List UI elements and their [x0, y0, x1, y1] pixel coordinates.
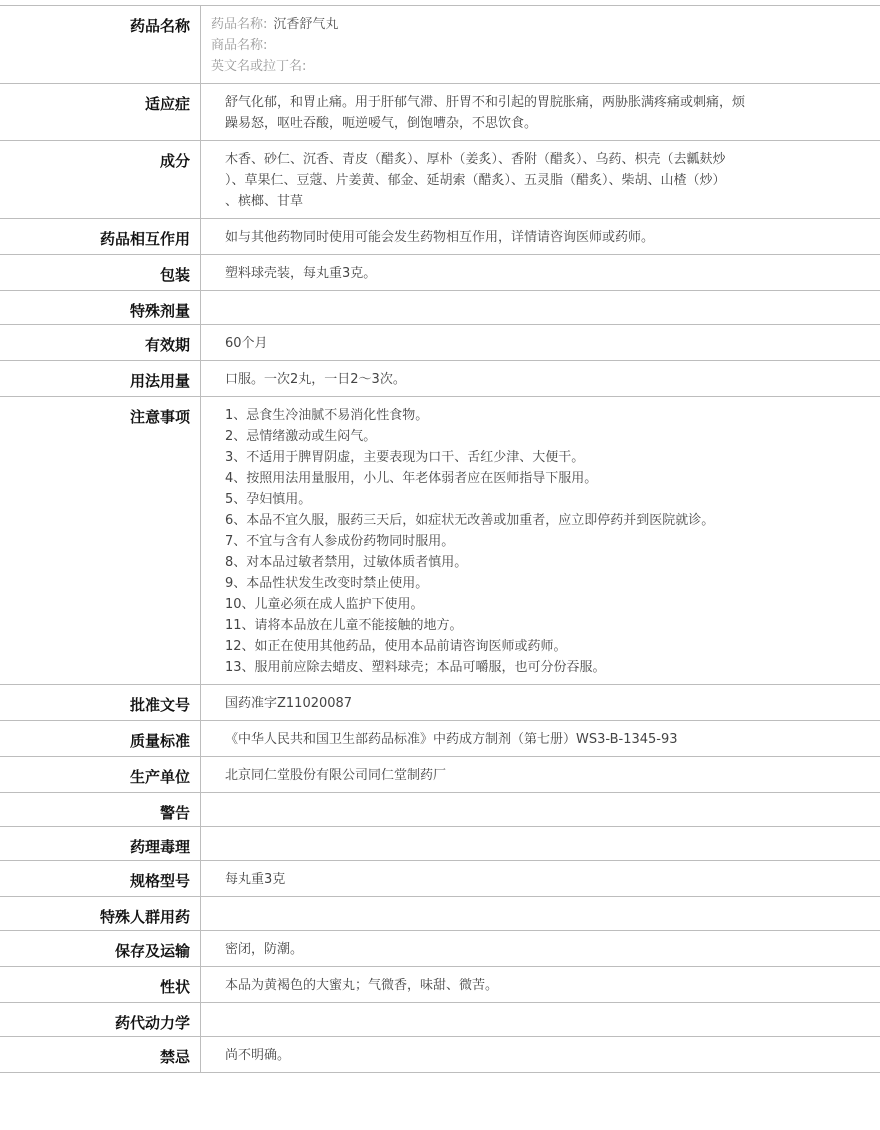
drug-name-value: 沉香舒气丸	[273, 17, 339, 32]
drug-info-table	[0, 5, 880, 1073]
row-value-line: 1、忌食生冷油腻不易消化性食物。	[225, 408, 429, 423]
row-value	[201, 967, 880, 1002]
row-value	[201, 325, 880, 360]
row-value-line: 12、如正在使用其他药品，使用本品前请咨询医师或药师。	[225, 639, 567, 654]
table-row	[0, 930, 880, 966]
row-label: 生产单位	[0, 757, 201, 792]
row-value-line	[225, 1011, 820, 1030]
english-name-label: 英文名或拉丁名:	[211, 59, 307, 74]
row-label: 性状	[0, 967, 201, 1002]
row-value	[201, 141, 880, 218]
row-label: 药理毒理	[0, 827, 201, 860]
row-value-line: 2、忌情绪激动或生闷气。	[225, 429, 377, 444]
row-value	[201, 1037, 880, 1072]
row-value	[201, 397, 880, 684]
row-value	[201, 255, 880, 290]
table-row	[0, 396, 880, 684]
table-row	[0, 684, 880, 720]
row-value	[201, 291, 880, 324]
row-label: 质量标准	[0, 721, 201, 756]
row-label: 特殊剂量	[0, 291, 201, 324]
row-value-line: 每丸重3克	[225, 872, 286, 887]
table-row	[0, 254, 880, 290]
table-row	[0, 83, 880, 140]
row-value-line	[225, 835, 820, 854]
row-value-line	[225, 905, 820, 924]
table-row	[0, 324, 880, 360]
row-value-line: 木香、砂仁、沉香、青皮（醋炙）、厚朴（姜炙）、香附（醋炙）、乌药、枳壳（去瓤麸炒	[225, 152, 726, 167]
row-value-line: 如与其他药物同时使用可能会发生药物相互作用，详情请咨询医师或药师。	[225, 230, 655, 245]
row-label: 批准文号	[0, 685, 201, 720]
table-row	[0, 1036, 880, 1073]
row-label: 包装	[0, 255, 201, 290]
table-row	[0, 1002, 880, 1036]
table-row	[0, 826, 880, 860]
row-label: 禁忌	[0, 1037, 201, 1072]
row-label: 适应症	[0, 84, 201, 140]
row-value-line: 13、服用前应除去蜡皮、塑料球壳；本品可嚼服，也可分份吞服。	[225, 660, 606, 675]
table-row	[0, 360, 880, 396]
row-label: 药代动力学	[0, 1003, 201, 1036]
row-value-line: 《中华人民共和国卫生部药品标准》中药成方制剂（第七册）WS3-B-1345-93	[225, 732, 678, 747]
row-label: 药品相互作用	[0, 219, 201, 254]
row-label: 药品名称	[0, 6, 201, 83]
row-value-line: 10、儿童必须在成人监护下使用。	[225, 597, 424, 612]
table-row	[0, 896, 880, 930]
table-row	[0, 290, 880, 324]
row-value-line: 4、按照用法用量服用，小儿、年老体弱者应在医师指导下服用。	[225, 471, 598, 486]
row-value-line: 本品为黄褐色的大蜜丸；气微香，味甜、微苦。	[225, 978, 499, 993]
drug-name-label: 药品名称:	[211, 17, 268, 32]
row-value	[201, 1003, 880, 1036]
row-value	[201, 793, 880, 826]
table-row	[0, 218, 880, 254]
row-value-line: ）、草果仁、豆蔻、片姜黄、郁金、延胡索（醋炙）、五灵脂（醋炙）、柴胡、山楂（炒）	[225, 173, 726, 188]
drug-name-line	[211, 14, 820, 35]
row-value-line: 7、不宜与含有人参成份药物同时服用。	[225, 534, 455, 549]
row-label: 成分	[0, 141, 201, 218]
row-value	[201, 219, 880, 254]
row-value-line: 塑料球壳装，每丸重3克。	[225, 266, 377, 281]
row-label: 特殊人群用药	[0, 897, 201, 930]
row-value	[201, 757, 880, 792]
row-value-line: 北京同仁堂股份有限公司同仁堂制药厂	[225, 768, 447, 783]
row-value-line: 6、本品不宜久服，服药三天后，如症状无改善或加重者，应立即停药并到医院就诊。	[225, 513, 715, 528]
table-row	[0, 966, 880, 1002]
row-label: 规格型号	[0, 861, 201, 896]
table-row	[0, 792, 880, 826]
row-value	[201, 721, 880, 756]
row-label: 注意事项	[0, 397, 201, 684]
row-value	[201, 827, 880, 860]
row-value	[201, 685, 880, 720]
table-row	[0, 720, 880, 756]
row-value-line: 尚不明确。	[225, 1048, 291, 1063]
row-label: 有效期	[0, 325, 201, 360]
row-value	[201, 861, 880, 896]
row-value	[201, 931, 880, 966]
row-value-line: 9、本品性状发生改变时禁止使用。	[225, 576, 429, 591]
row-value-line: 密闭，防潮。	[225, 942, 304, 957]
row-value-line	[225, 801, 820, 820]
row-value-line: 8、对本品过敏者禁用，过敏体质者慎用。	[225, 555, 468, 570]
drug-name-block	[201, 6, 880, 83]
row-value	[201, 84, 880, 140]
table-row	[0, 860, 880, 896]
row-value-line: 口服。一次2丸，一日2～3次。	[225, 372, 406, 387]
row-value-line: 国药准字Z11020087	[225, 696, 353, 711]
row-label: 警告	[0, 793, 201, 826]
row-value-line: 、槟榔、甘草	[225, 194, 304, 209]
row-value-line: 舒气化郁，和胃止痛。用于肝郁气滞、肝胃不和引起的胃脘胀痛，两胁胀满疼痛或刺痛，烦	[225, 95, 746, 110]
row-label: 保存及运输	[0, 931, 201, 966]
row-value	[201, 361, 880, 396]
row-value-line	[225, 299, 820, 318]
trade-name-label: 商品名称:	[211, 38, 268, 53]
table-row	[0, 140, 880, 218]
row-value-line: 5、孕妇慎用。	[225, 492, 312, 507]
row-drug-name	[0, 5, 880, 83]
table-row	[0, 756, 880, 792]
row-value-line: 3、不适用于脾胃阴虚，主要表现为口干、舌红少津、大便干。	[225, 450, 585, 465]
row-value-line: 11、请将本品放在儿童不能接触的地方。	[225, 618, 463, 633]
row-label: 用法用量	[0, 361, 201, 396]
row-value-line: 躁易怒，呕吐吞酸，呃逆嗳气，倒饱嘈杂，不思饮食。	[225, 116, 538, 131]
row-value-line: 60个月	[225, 336, 268, 351]
row-value	[201, 897, 880, 930]
